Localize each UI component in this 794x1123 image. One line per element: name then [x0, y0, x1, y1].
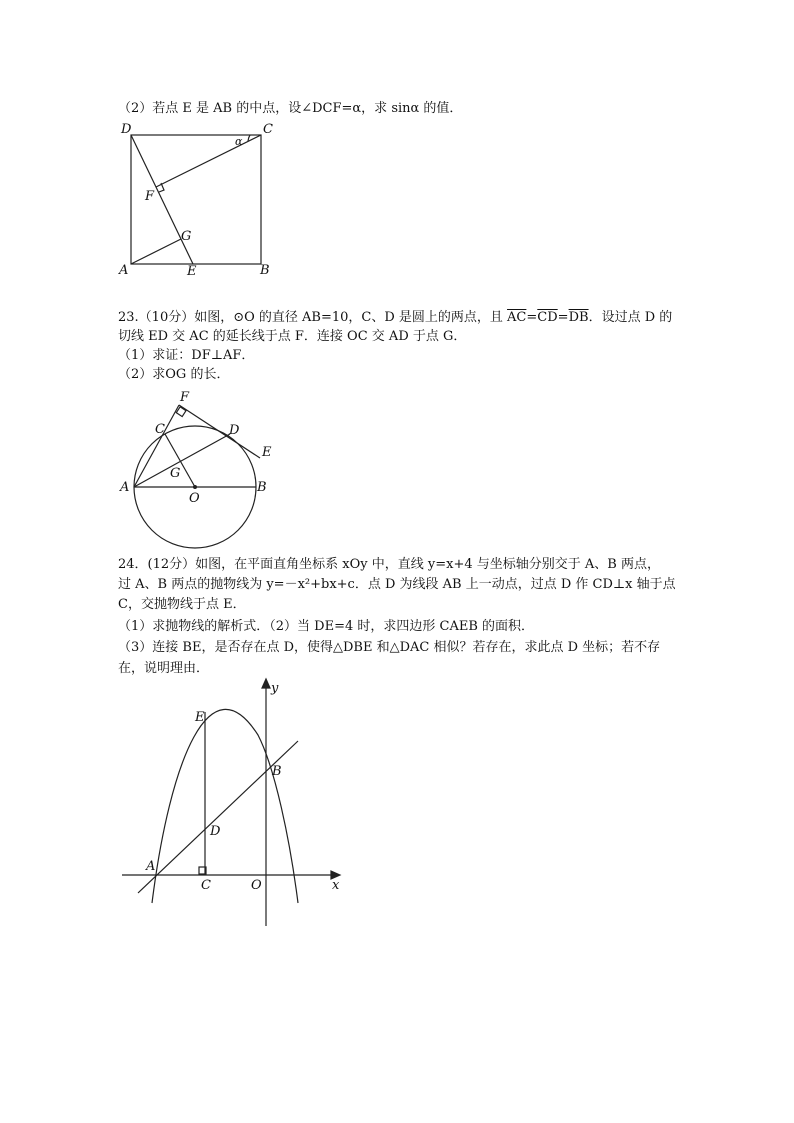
- label-g: G: [181, 229, 192, 244]
- label-a: A: [120, 480, 130, 495]
- q23-stem-suffix: ．设过点 D 的: [588, 310, 673, 325]
- q23-stem-prefix: 23.（10分）如图，⊙O 的直径 AB=10，C、D 是圆上的两点，且: [118, 310, 508, 325]
- label-f: F: [145, 189, 155, 204]
- q23-stem-line2: 切线 ED 交 AC 的延长线于点 F．连接 OC 交 AD 于点 G．: [118, 329, 467, 344]
- arc-cd: $\overline{CD}$: [537, 310, 558, 325]
- label-d: D: [121, 122, 132, 137]
- label-g: G: [170, 466, 181, 481]
- q24-line3: C，交抛物线于点 E．: [118, 597, 246, 612]
- arc-ac: $\overline{AC}$: [507, 310, 527, 325]
- q23-part1: （1）求证：DF⊥AF．: [118, 348, 255, 363]
- label-b: B: [260, 263, 270, 278]
- y-axis-arrow: [262, 679, 270, 688]
- label-b: B: [257, 480, 267, 495]
- equals-2: =: [557, 310, 569, 325]
- label-a: A: [119, 263, 129, 278]
- parabola: [152, 709, 298, 903]
- label-alpha: α: [235, 135, 243, 148]
- arc-db: $\overline{DB}$: [568, 310, 589, 325]
- q22-part2-text: （2）若点 E 是 AB 的中点，设∠DCF=α，求 sinα 的值．: [118, 101, 463, 116]
- q24-line4: （1）求抛物线的解析式．（2）当 DE=4 时，求四边形 CAEB 的面积．: [118, 619, 535, 634]
- label-c: C: [201, 878, 211, 893]
- label-c: C: [263, 122, 273, 137]
- label-e: E: [187, 264, 197, 279]
- label-f: F: [180, 390, 190, 405]
- label-e: E: [195, 710, 205, 725]
- equals-1: =: [526, 310, 538, 325]
- q24-line5: （3）连接 BE，是否存在点 D，使得△DBE 和△DAC 相似？若存在，求此点 D 坐标；若不存: [118, 640, 661, 655]
- q24-line6: 在，说明理由．: [118, 661, 210, 676]
- label-x: x: [332, 878, 340, 893]
- label-d: D: [210, 824, 221, 839]
- label-a: A: [146, 859, 156, 874]
- q24-line2: 过 A、B 两点的抛物线为 y=－x²+bx+c．点 D 为线段 AB 上一动点，过点 D 作 CD⊥x 轴于点: [118, 577, 676, 592]
- label-b: B: [272, 764, 282, 779]
- label-y: y: [271, 681, 279, 696]
- label-e: E: [262, 445, 272, 460]
- q23-part2: （2）求OG 的长．: [118, 367, 230, 382]
- label-o: O: [189, 491, 200, 506]
- label-d: D: [229, 423, 240, 438]
- label-o: O: [251, 878, 262, 893]
- q24-line1: 24．(12分）如图，在平面直角坐标系 xOy 中，直线 y=x+4 与坐标轴分别交于 A、B 两点，: [118, 557, 660, 572]
- label-c: C: [155, 422, 165, 437]
